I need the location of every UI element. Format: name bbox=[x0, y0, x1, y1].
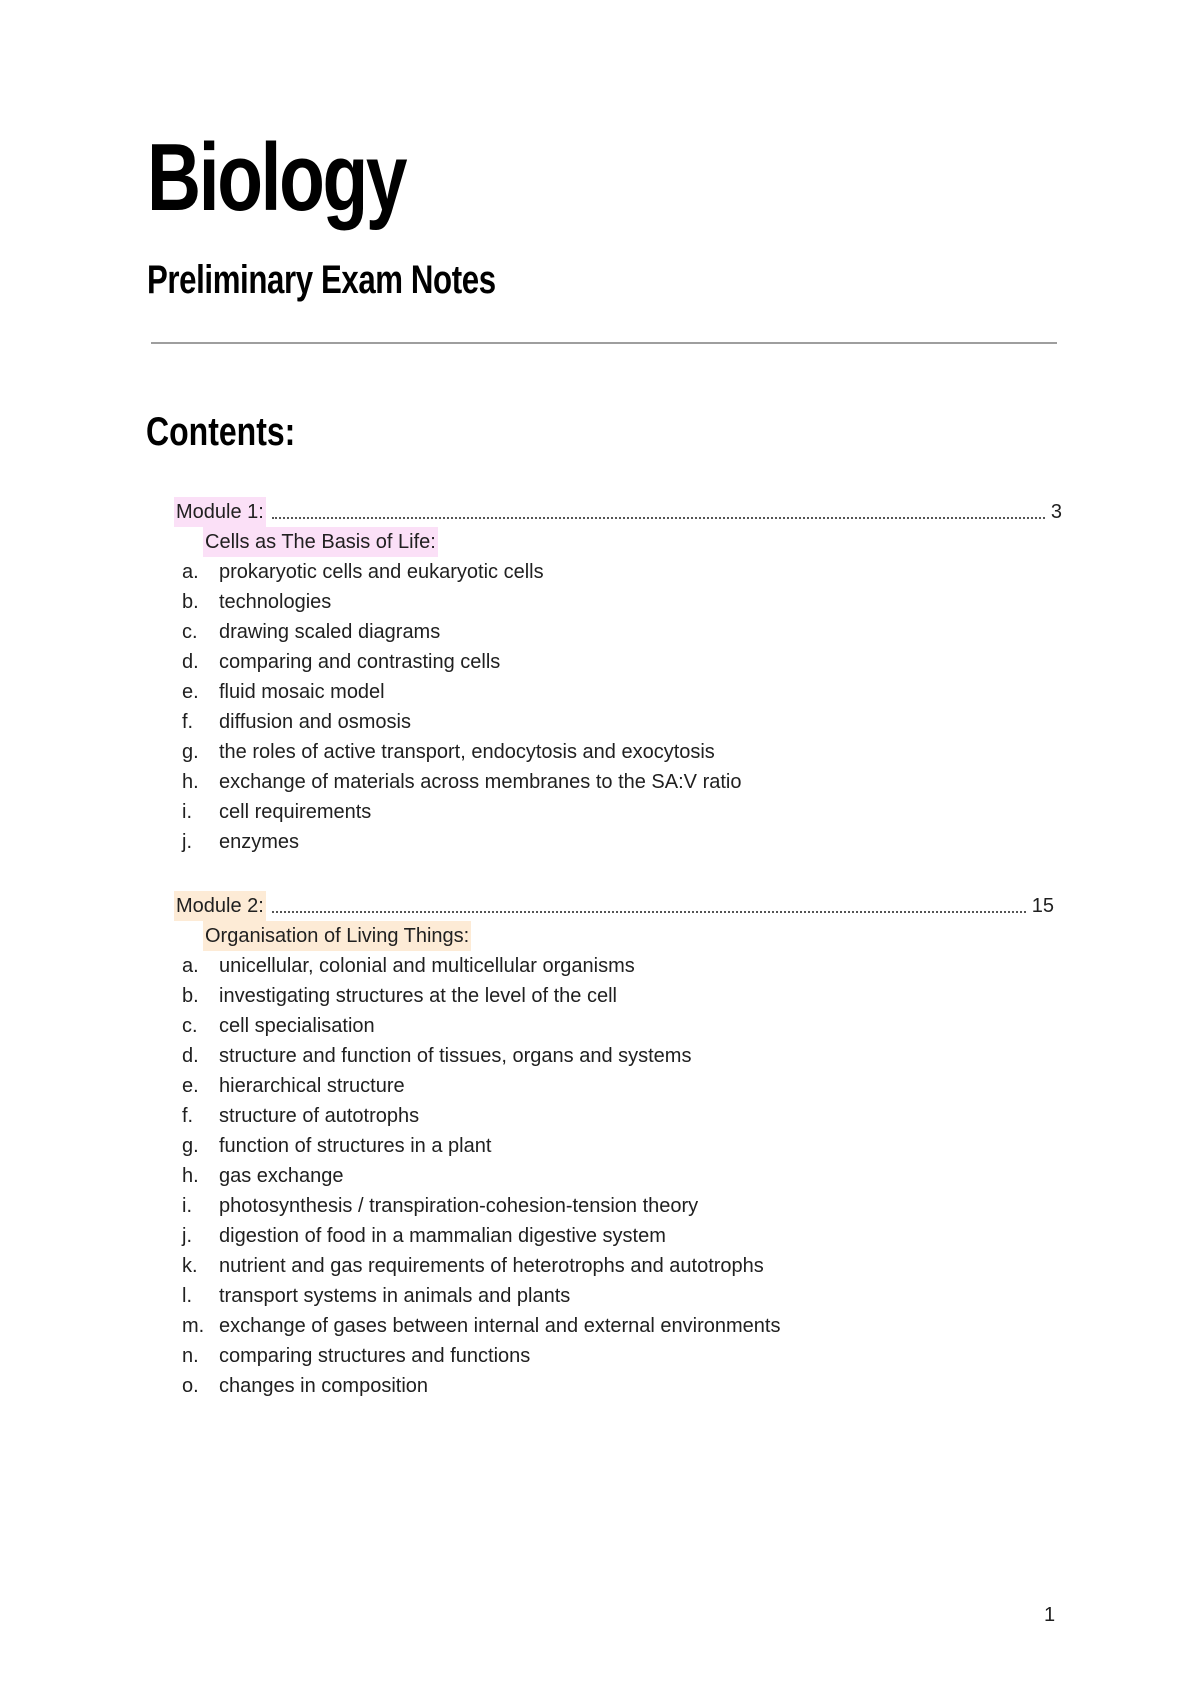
list-item-letter: b. bbox=[182, 985, 199, 1007]
list-item-letter: g. bbox=[182, 1135, 199, 1157]
list-item-letter: i. bbox=[182, 801, 192, 823]
list-item-letter: d. bbox=[182, 651, 199, 673]
list-item-text: changes in composition bbox=[219, 1375, 429, 1397]
toc-module-1-entry[interactable] bbox=[174, 497, 1062, 527]
list-item-text: hierarchical structure bbox=[219, 1075, 405, 1097]
toc-module-2-entry[interactable] bbox=[174, 891, 1054, 921]
list-item-letter: e. bbox=[182, 1075, 199, 1097]
list-item-text: transport systems in animals and plants bbox=[219, 1285, 571, 1307]
list-item-letter: e. bbox=[182, 681, 199, 703]
document-title: Biology bbox=[147, 124, 406, 231]
contents-heading: Contents: bbox=[146, 410, 296, 454]
list-item-letter: h. bbox=[182, 771, 199, 793]
list-item-text: digestion of food in a mammalian digestive system bbox=[219, 1225, 666, 1247]
toc-module-2-label: Module 2: bbox=[174, 891, 266, 921]
list-item-text: drawing scaled diagrams bbox=[219, 621, 441, 643]
toc-module-1-page: 3 bbox=[1050, 501, 1062, 523]
list-item-letter: l. bbox=[182, 1285, 192, 1307]
list-item-text: the roles of active transport, endocytosis and exocytosis bbox=[219, 741, 715, 763]
list-item-letter: f. bbox=[182, 711, 194, 733]
list-item-text: comparing structures and functions bbox=[219, 1345, 531, 1367]
list-item-text: unicellular, colonial and multicellular organisms bbox=[219, 955, 635, 977]
list-item-text: structure and function of tissues, organs and systems bbox=[219, 1045, 692, 1067]
list-item-letter: d. bbox=[182, 1045, 199, 1067]
toc-module-1-label: Module 1: bbox=[174, 497, 266, 527]
list-item-letter: i. bbox=[182, 1195, 192, 1217]
list-item-letter: n. bbox=[182, 1345, 199, 1367]
list-item-text: comparing and contrasting cells bbox=[219, 651, 501, 673]
toc-dot-leader bbox=[272, 517, 1045, 519]
list-item-text: function of structures in a plant bbox=[219, 1135, 492, 1157]
list-item-letter: f. bbox=[182, 1105, 194, 1127]
horizontal-divider bbox=[151, 342, 1057, 344]
list-item-text: exchange of materials across membranes to the SA:V ratio bbox=[219, 771, 742, 793]
list-item-letter: c. bbox=[182, 621, 198, 643]
list-item-letter: k. bbox=[182, 1255, 198, 1277]
list-item-text: cell specialisation bbox=[219, 1015, 375, 1037]
list-item-letter: m. bbox=[182, 1315, 205, 1337]
list-item-letter: c. bbox=[182, 1015, 198, 1037]
list-item-text: structure of autotrophs bbox=[219, 1105, 420, 1127]
toc-module-1-subtitle: Cells as The Basis of Life: bbox=[203, 527, 438, 557]
list-item-text: fluid mosaic model bbox=[219, 681, 385, 703]
toc-dot-leader bbox=[272, 911, 1026, 913]
list-item-text: technologies bbox=[219, 591, 332, 613]
list-item-letter: o. bbox=[182, 1375, 199, 1397]
list-item-text: investigating structures at the level of the cell bbox=[219, 985, 617, 1007]
list-item-text: diffusion and osmosis bbox=[219, 711, 411, 733]
list-item-letter: a. bbox=[182, 561, 199, 583]
list-item-text: prokaryotic cells and eukaryotic cells bbox=[219, 561, 544, 583]
list-item-text: nutrient and gas requirements of heterotrophs and autotrophs bbox=[219, 1255, 764, 1277]
list-item-letter: b. bbox=[182, 591, 199, 613]
list-item-letter: a. bbox=[182, 955, 199, 977]
list-item-text: gas exchange bbox=[219, 1165, 344, 1187]
page-number: 1 bbox=[1044, 1604, 1056, 1626]
list-item-text: exchange of gases between internal and external environments bbox=[219, 1315, 781, 1337]
list-item-letter: j. bbox=[182, 1225, 192, 1247]
list-item-letter: g. bbox=[182, 741, 199, 763]
list-item-text: photosynthesis / transpiration-cohesion-tension theory bbox=[219, 1195, 699, 1217]
list-item-letter: h. bbox=[182, 1165, 199, 1187]
toc-module-2-subtitle: Organisation of Living Things: bbox=[203, 921, 471, 951]
toc-module-2-page: 15 bbox=[1031, 895, 1054, 917]
list-item-text: enzymes bbox=[219, 831, 300, 853]
list-item-text: cell requirements bbox=[219, 801, 372, 823]
document-subtitle: Preliminary Exam Notes bbox=[147, 258, 496, 302]
list-item-letter: j. bbox=[182, 831, 192, 853]
